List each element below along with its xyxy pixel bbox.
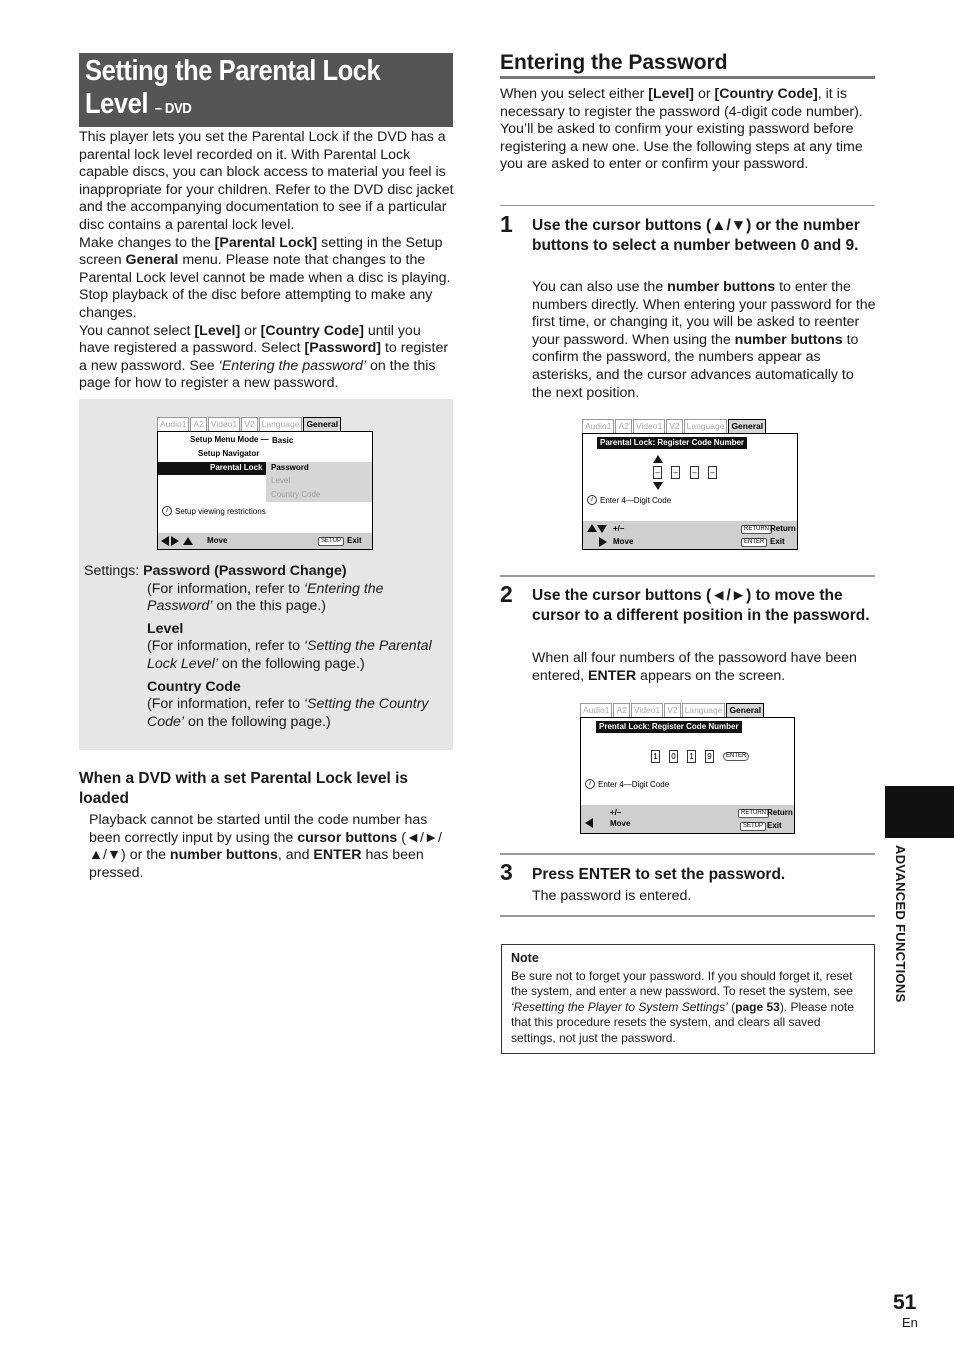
code-digit: – xyxy=(708,466,717,479)
osd-plusminus-label: +/– xyxy=(613,524,625,533)
osd-return-button: RETURN xyxy=(738,809,769,818)
settings-item-country-desc: (For information, refer to ‘Setting the Country Code’ on the following page.) xyxy=(147,696,429,730)
step-1-heading: Use the cursor buttons (▲/▼) or the number buttons to select a number between 0 and 9. xyxy=(532,217,860,254)
title-line-1: Setting the Parental Lock xyxy=(85,55,381,87)
osd-option: Password xyxy=(271,463,309,472)
osd-row-label: Parental Lock xyxy=(210,463,263,472)
divider xyxy=(500,205,875,206)
code-digit: – xyxy=(653,466,662,479)
osd-header: Parental Lock: Register Code Number xyxy=(597,437,747,449)
intro-paragraph-2: Make changes to the [Parental Lock] setting in the Setup screen General menu. Please note that changes to the Parental Lock level cannot be made when a disc is playing. Stop playback of the disc before attempting to make any changes. xyxy=(79,234,451,321)
code-digit: – xyxy=(671,466,680,479)
osd-exit-label: Exit xyxy=(767,821,782,830)
osd-tabs xyxy=(580,703,765,718)
osd-bottom-bar xyxy=(583,521,797,549)
osd-exit-label: Exit xyxy=(347,536,362,545)
title-line-2 xyxy=(85,88,404,125)
osd-tab: Audio1 xyxy=(582,419,614,434)
code-digit: 1 xyxy=(651,750,660,763)
title-word-level: Level xyxy=(85,88,149,120)
arrow-right-icon xyxy=(599,537,607,547)
settings-panel xyxy=(79,399,453,750)
osd-row-label: Setup Navigator xyxy=(198,449,260,458)
osd-plusminus-label: +/– xyxy=(610,808,622,817)
note-box xyxy=(501,944,875,1054)
settings-item-country: Country Code xyxy=(147,678,241,695)
code-digit: 0 xyxy=(669,750,678,763)
arrow-down-icon xyxy=(597,525,607,533)
page-number: 51 xyxy=(893,1291,917,1314)
osd-tab: Audio1 xyxy=(157,417,189,432)
osd-return-button: RETURN xyxy=(741,525,772,534)
info-icon: i xyxy=(162,506,172,516)
settings-item-password-desc: (For information, refer to ‘Entering the Password’ on the this page.) xyxy=(147,580,384,615)
chapter-label-text: ADVANCED FUNCTIONS xyxy=(893,845,908,1003)
osd-register-code-filled xyxy=(580,703,795,834)
entering-intro: When you select either [Level] or [Country Code], it is necessary to register the password (4-digit code number). You’ll be asked to confirm your existing password before registering a new one. Use the following steps at any time you are asked to enter or confirm your password. xyxy=(500,86,863,173)
info-icon: i xyxy=(587,495,597,505)
osd-tab: V2 xyxy=(241,417,257,432)
code-digit: – xyxy=(690,466,699,479)
page-link[interactable]: page 53 xyxy=(735,999,780,1014)
osd-tab: Audio1 xyxy=(580,703,612,718)
osd-tabs xyxy=(157,417,342,432)
osd-row-label: Setup Menu Mode — xyxy=(190,435,269,444)
osd-tab: Language xyxy=(684,419,728,434)
osd-tab: Video1 xyxy=(633,419,665,434)
step-number: 2 xyxy=(500,581,513,607)
osd-tab: A2 xyxy=(613,703,629,718)
settings-item-level-desc: (For information, refer to ‘Setting the Parental Lock Level’ on the following page.) xyxy=(147,638,432,672)
step-3-heading: Press ENTER to set the password. xyxy=(532,866,786,883)
subsection-heading: When a DVD with a set Parental Lock level is loaded xyxy=(79,770,409,807)
section-title xyxy=(79,53,453,127)
step-2-body: When all four numbers of the passoword have been entered, ENTER appears on the screen. xyxy=(532,650,857,684)
osd-tab: Video1 xyxy=(208,417,240,432)
osd-move-label: Move xyxy=(610,819,631,828)
arrow-left-icon xyxy=(585,818,593,828)
osd-move-label: Move xyxy=(207,536,228,545)
osd-options-box xyxy=(266,462,372,502)
osd-enter-button: ENTER xyxy=(741,538,767,547)
settings-list xyxy=(84,563,450,731)
osd-tab: Video1 xyxy=(631,703,663,718)
osd-register-code-empty xyxy=(582,419,798,550)
osd-frame xyxy=(582,433,798,550)
osd-frame xyxy=(157,431,373,550)
divider xyxy=(500,853,875,855)
osd-setup-menu xyxy=(157,417,373,550)
osd-tab: Language xyxy=(682,703,726,718)
intro-paragraph-1: This player lets you set the Parental Lock if the DVD has a parental lock level recorded on it. With Parental Lock capable discs, you can block access to material you feel is inappropriate for your children. Refer to the DVD disc jacket and the accompanying documentation to see if a particular disc contains a parental lock level. xyxy=(79,129,454,233)
note-title: Note xyxy=(511,951,539,965)
osd-tab: V2 xyxy=(666,419,682,434)
osd-return-label: Return xyxy=(770,524,796,533)
divider xyxy=(500,575,875,577)
arrow-left-icon xyxy=(161,536,169,546)
osd-info-text: Setup viewing restrictions xyxy=(175,507,266,516)
osd-move-label: Move xyxy=(613,537,634,546)
osd-info-text: Enter 4—Digit Code xyxy=(598,780,670,789)
settings-item-level: Level xyxy=(147,620,184,637)
osd-tab-active: General xyxy=(726,703,764,718)
osd-header: Prental Lock: Register Code Number xyxy=(596,721,742,733)
osd-info-text: Enter 4—Digit Code xyxy=(600,496,672,505)
osd-setup-button: SETUP xyxy=(740,822,766,831)
osd-return-label: Return xyxy=(767,808,793,817)
osd-bottom-bar xyxy=(158,533,372,549)
note-text: Be sure not to forget your password. If you should forget it, reset the system, and enter a new password. To reset the system, see ‘Resetting the Player to System Settings’ (page 53). Please note that this procedure resets the system, and clears all saved settings, not just the password. xyxy=(511,968,854,1045)
title-dvd-suffix: – DVD xyxy=(154,100,192,117)
entering-password-heading: Entering the Password xyxy=(500,50,875,79)
osd-exit-label: Exit xyxy=(770,537,785,546)
settings-item-password: Settings: Password (Password Change) xyxy=(84,563,347,579)
osd-tab-active: General xyxy=(728,419,766,434)
intro-text xyxy=(79,129,455,393)
osd-tab: V2 xyxy=(664,703,680,718)
osd-tab: Language xyxy=(259,417,303,432)
step-number: 3 xyxy=(500,859,513,885)
arrow-up-icon xyxy=(183,537,193,545)
chapter-tab xyxy=(885,786,954,838)
info-icon: i xyxy=(585,779,595,789)
osd-option: Country Code xyxy=(271,490,321,499)
osd-tab-active: General xyxy=(303,417,341,432)
page-language: En xyxy=(902,1315,918,1330)
osd-option: Level xyxy=(271,476,291,485)
arrow-down-icon xyxy=(653,482,663,490)
osd-tabs xyxy=(582,419,767,434)
osd-bottom-bar xyxy=(581,805,794,833)
arrow-up-icon xyxy=(587,524,597,532)
divider xyxy=(500,915,875,917)
arrow-up-icon xyxy=(653,455,663,463)
step-2-heading: Use the cursor buttons (◄/►) to move the cursor to a different position in the password. xyxy=(532,587,870,624)
intro-paragraph-3: You cannot select [Level] or [Country Code] until you have registered a password. Select [Password] to register a new password. See ‘Entering the password’ on the this page for how to register a new password. xyxy=(79,322,449,392)
osd-frame xyxy=(580,717,795,834)
subsection-text: Playback cannot be started until the code number has been correctly input by using the cursor buttons (◄/►/▲/▼) or the number buttons, and ENTER has been pressed. xyxy=(89,812,442,881)
step-1-body: You can also use the number buttons to enter the numbers directly. When entering your password for the first time, or changing it, you will be asked to reenter your password. When using the number buttons to confirm the password, the numbers appear as asterisks, and the cursor advances automatically to the next position. xyxy=(532,279,876,401)
osd-tab: A2 xyxy=(615,419,631,434)
osd-enter-pill: ENTER xyxy=(723,752,749,761)
osd-row-value: Basic xyxy=(272,436,294,445)
step-number: 1 xyxy=(500,211,513,237)
osd-tab: A2 xyxy=(190,417,206,432)
arrow-right-icon xyxy=(171,536,179,546)
osd-setup-button: SETUP xyxy=(318,537,344,546)
step-3-body: The password is entered. xyxy=(532,888,692,904)
code-digit: 9 xyxy=(705,750,714,763)
code-digit: 1 xyxy=(687,750,696,763)
chapter-label xyxy=(885,845,915,1015)
